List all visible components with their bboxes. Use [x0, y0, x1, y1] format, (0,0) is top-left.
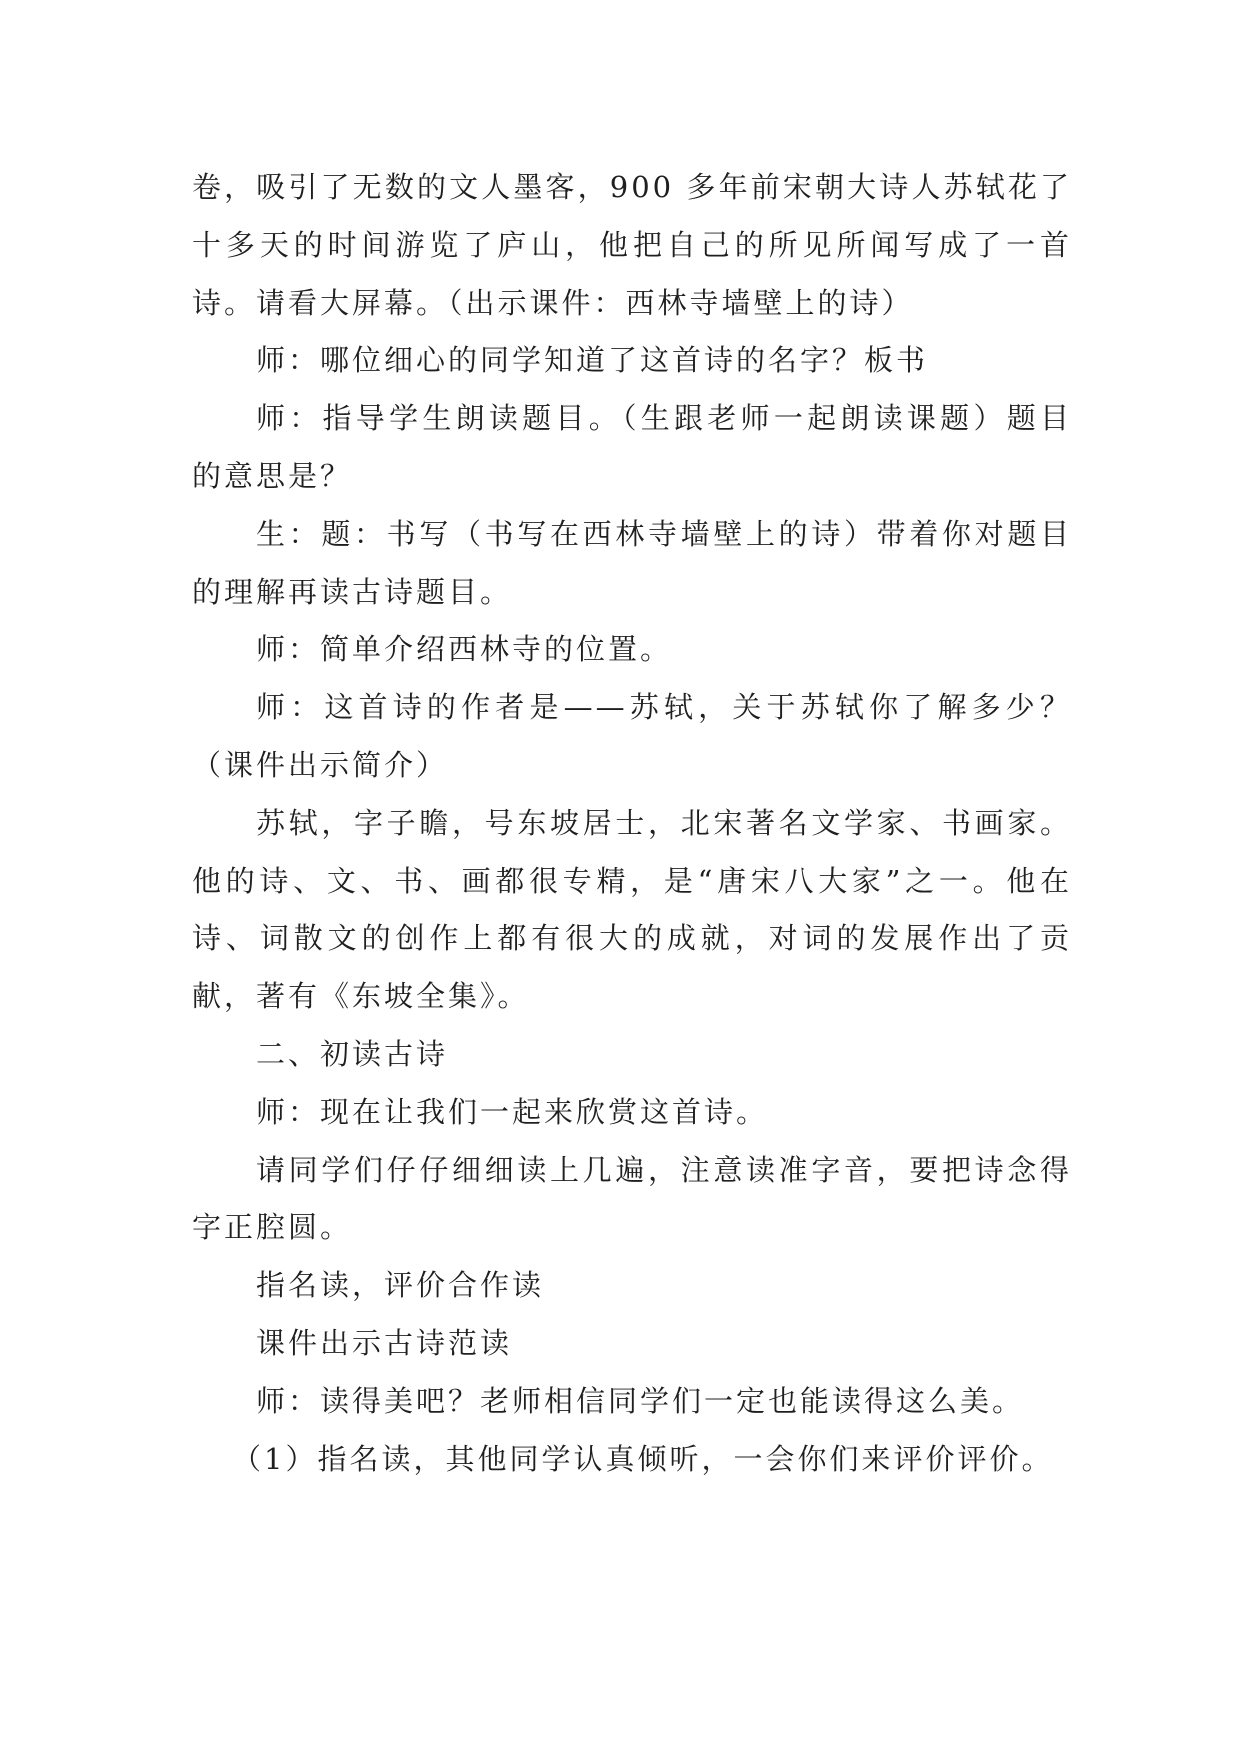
paragraph: 师：指导学生朗读题目。（生跟老师一起朗读课题）题目的意思是？	[192, 401, 1072, 493]
paragraph: （1）指名读，其他同学认真倾听，一会你们来评价评价。	[232, 1441, 1054, 1476]
paragraph: 生：题：书写（书写在西林寺墙壁上的诗）带着你对题目的理解再读古诗题目。	[192, 516, 1072, 609]
paragraph: 课件出示古诗范读	[256, 1325, 513, 1360]
paragraph: 师：简单介绍西林寺的位置。	[256, 632, 673, 667]
paragraph: 卷，吸引了无数的文人墨客，900 多年前宋朝大诗人苏轼花了十多天的时间游览了庐山，他把自己的所见所闻写成了一首诗。请看大屏幕。（出示课件：西林寺墙壁上的诗）	[192, 170, 1072, 320]
paragraph: 苏轼，字子瞻，号东坡居士，北宋著名文学家、书画家。他的诗、文、书、画都很专精，是“唐宋八大家”之一。他在诗、词散文的创作上都有很大的成就，对词的发展作出了贡献，著有《东坡全集》。	[192, 805, 1072, 1014]
paragraph: 师：哪位细心的同学知道了这首诗的名字？板书	[256, 343, 929, 378]
paragraph: 指名读，评价合作读	[256, 1268, 545, 1303]
paragraph: 请同学们仔仔细细读上几遍，注意读准字音，要把诗念得字正腔圆。	[192, 1152, 1072, 1245]
section-heading: 二、初读古诗	[256, 1036, 449, 1071]
paragraph: 师：现在让我们一起来欣赏这首诗。	[256, 1094, 769, 1129]
paragraph: 师：读得美吧？老师相信同学们一定也能读得这么美。	[256, 1383, 1025, 1418]
document-body	[192, 159, 1072, 1488]
paragraph: 师：这首诗的作者是——苏轼，关于苏轼你了解多少？（课件出示简介）	[192, 690, 1072, 782]
